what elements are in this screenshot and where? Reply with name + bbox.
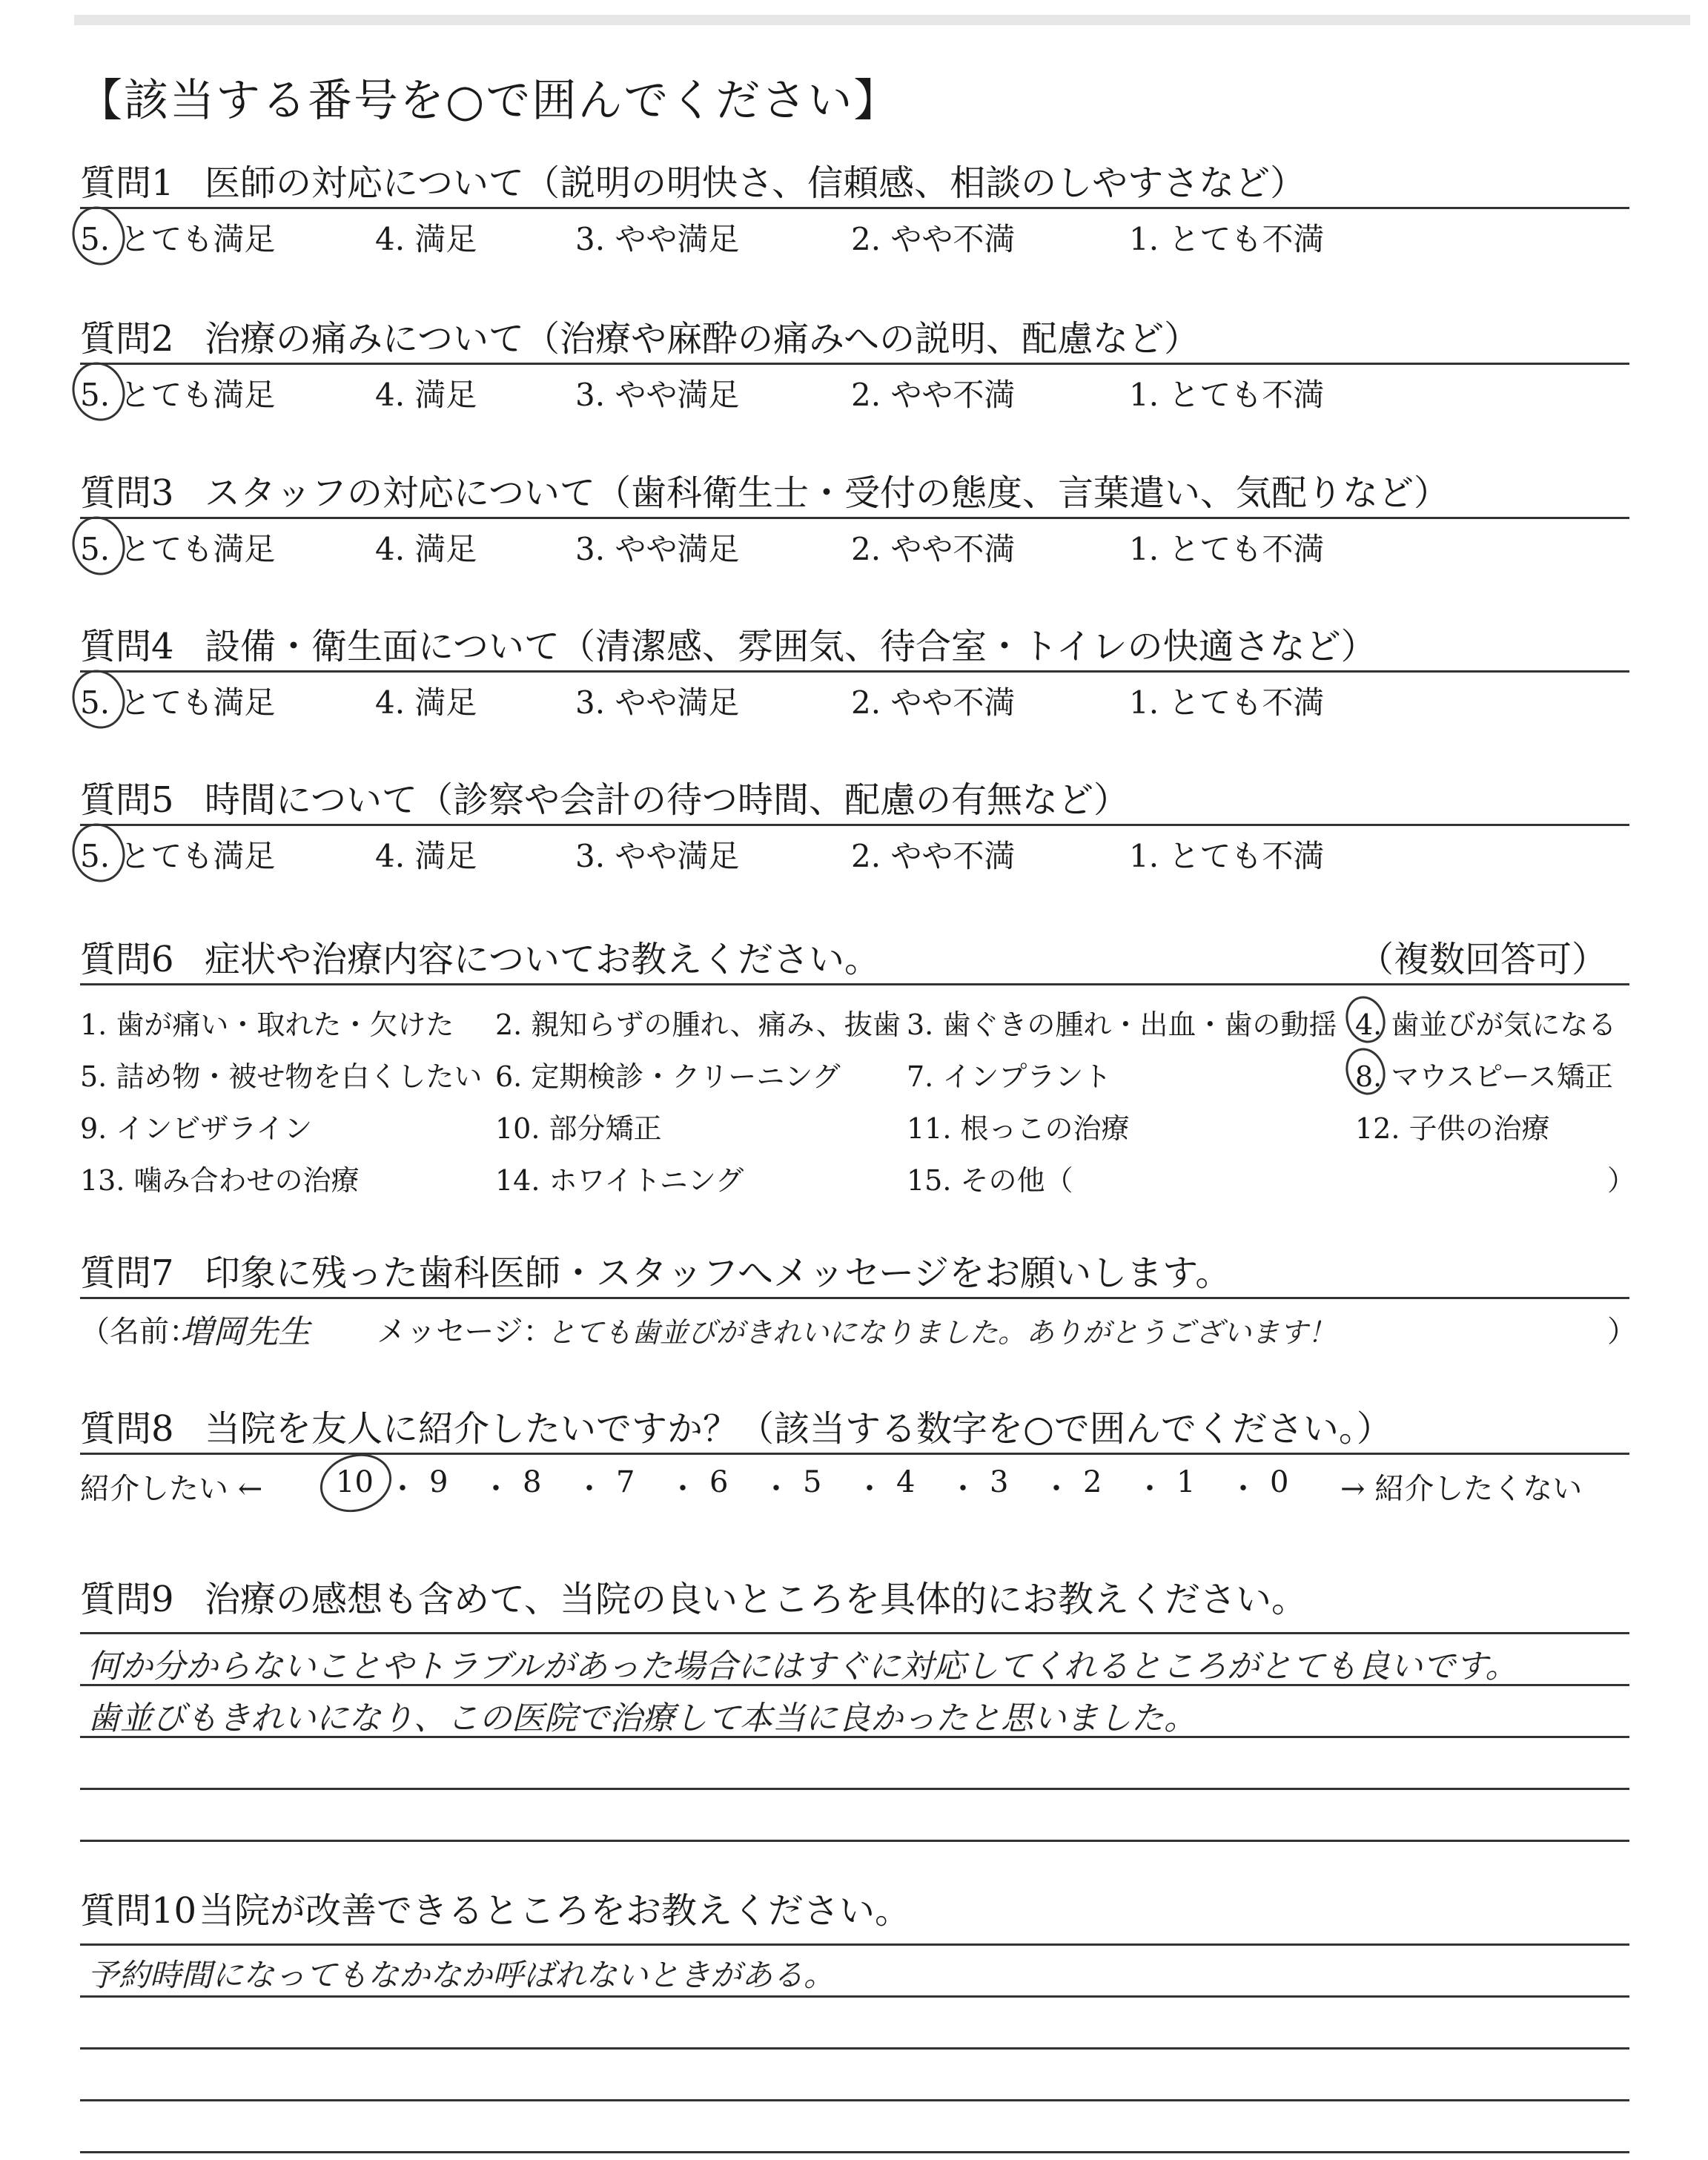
rating-option-3[interactable]: 3. やや満足 xyxy=(575,684,740,721)
question-number: 質問4 xyxy=(80,626,174,667)
symptom-option-6[interactable]: 6. 定期検診・クリーニング xyxy=(495,1060,841,1093)
symptom-option-13[interactable]: 13. 噛み合わせの治療 xyxy=(80,1164,360,1197)
rating-option-2[interactable]: 2. やや不満 xyxy=(851,221,1016,257)
rating-options xyxy=(80,826,1629,878)
rating-option-5[interactable]: 5. とても満足 xyxy=(80,221,276,257)
question-7 xyxy=(80,1249,1637,1358)
name-value[interactable]: 増岡先生 xyxy=(180,1313,311,1351)
message-value[interactable]: とても歯並びがきれいになりました。ありがとうございます！ xyxy=(547,1316,1337,1349)
symptom-option-12[interactable]: 12. 子供の治療 xyxy=(1355,1112,1550,1145)
message-line xyxy=(80,1299,1637,1358)
rule-line xyxy=(80,1995,1629,1998)
question-text: 医師の対応について（説明の明快さ、信頼感、相談のしやすさなど） xyxy=(205,162,1306,204)
selection-circle xyxy=(64,355,132,428)
rating-option-3[interactable]: 3. やや満足 xyxy=(575,377,740,413)
symptom-option-9[interactable]: 9. インビザライン xyxy=(80,1112,313,1145)
scale-value-10[interactable]: 10 xyxy=(336,1465,374,1499)
question-text: 印象に残った歯科医師・スタッフへメッセージをお願いします。 xyxy=(205,1252,1231,1294)
symptom-option-2[interactable]: 2. 親知らずの腫れ、痛み、抜歯 xyxy=(495,1008,901,1041)
question-number: 質問9 xyxy=(80,1579,174,1620)
rating-option-5[interactable]: 5. とても満足 xyxy=(80,684,276,721)
rule-line xyxy=(80,2047,1629,2050)
selection-circle xyxy=(64,199,132,272)
multiple-answer-note: （複数回答可） xyxy=(1357,939,1607,980)
question-text: スタッフの対応について（歯科衛生士・受付の態度、言葉遣い、気配りなど） xyxy=(205,472,1450,514)
rating-options xyxy=(80,519,1629,571)
scale-separator: ・ xyxy=(948,1472,978,1506)
question-text: 時間について（診察や会計の待つ時間、配慮の有無など） xyxy=(205,779,1130,821)
scale-value-1[interactable]: 1 xyxy=(1176,1465,1196,1499)
rating-option-1[interactable]: 1. とても不満 xyxy=(1129,684,1325,721)
question-5 xyxy=(80,776,1629,878)
message-close: ） xyxy=(1607,1315,1637,1349)
rating-option-4[interactable]: 4. 満足 xyxy=(375,531,477,567)
question-text: 治療の感想も含めて、当院の良いところを具体的にお教えください。 xyxy=(205,1579,1308,1620)
question-1-title xyxy=(80,159,1629,207)
question-text: 当院が改善できるところをお教えください。 xyxy=(199,1890,911,1932)
rating-option-3[interactable]: 3. やや満足 xyxy=(575,221,740,257)
question-8 xyxy=(80,1405,1629,1514)
question-6 xyxy=(80,936,1636,1197)
question-4-title xyxy=(80,623,1629,670)
rating-option-4[interactable]: 4. 満足 xyxy=(375,221,477,257)
question-6-title xyxy=(80,936,1629,983)
rating-option-5[interactable]: 5. とても満足 xyxy=(80,377,276,413)
selection-circle xyxy=(64,816,132,889)
recommend-scale xyxy=(80,1455,1629,1514)
symptom-option-8[interactable]: 8. マウスピース矯正 xyxy=(1355,1060,1613,1093)
rating-option-2[interactable]: 2. やや不満 xyxy=(851,684,1016,721)
scale-separator: ・ xyxy=(855,1472,884,1506)
scale-value-0[interactable]: 0 xyxy=(1270,1465,1289,1499)
question-3-title xyxy=(80,469,1629,517)
rule-line xyxy=(80,1632,1629,1634)
scale-value-3[interactable]: 3 xyxy=(990,1465,1009,1499)
question-number: 質問2 xyxy=(80,318,174,360)
question-number: 質問8 xyxy=(80,1408,174,1450)
symptom-option-3[interactable]: 3. 歯ぐきの腫れ・出血・歯の動揺 xyxy=(907,1008,1337,1041)
symptom-option-5[interactable]: 5. 詰め物・被せ物を白くしたい xyxy=(80,1060,483,1093)
rating-option-4[interactable]: 4. 満足 xyxy=(375,838,477,874)
question-9 xyxy=(80,1576,1629,1860)
question-3 xyxy=(80,469,1629,571)
rule-line xyxy=(80,2099,1629,2101)
question-10-title xyxy=(80,1887,1629,1935)
scale-separator: ・ xyxy=(388,1472,417,1506)
question-text: 症状や治療内容についてお教えください。 xyxy=(205,939,881,980)
scale-separator: ・ xyxy=(1135,1472,1165,1506)
question-1 xyxy=(80,159,1629,261)
message-label: メッセージ： xyxy=(377,1315,553,1349)
rule-line xyxy=(80,2151,1629,2153)
scale-separator: ・ xyxy=(575,1472,604,1506)
rating-option-2[interactable]: 2. やや不満 xyxy=(851,838,1016,874)
selection-circle xyxy=(64,509,132,582)
scale-value-4[interactable]: 4 xyxy=(896,1465,916,1499)
rating-option-3[interactable]: 3. やや満足 xyxy=(575,531,740,567)
name-label: （名前： xyxy=(80,1315,199,1349)
rating-options xyxy=(80,365,1629,417)
selection-circle xyxy=(64,663,132,736)
scale-left-label: 紹介したい ← xyxy=(80,1472,263,1506)
scale-value-9[interactable]: 9 xyxy=(429,1465,448,1499)
question-5-title xyxy=(80,776,1629,824)
rule-line xyxy=(80,1840,1629,1842)
rating-option-1[interactable]: 1. とても不満 xyxy=(1129,221,1325,257)
question-text: 当院を友人に紹介したいですか？（該当する数字を○で囲んでください。） xyxy=(205,1408,1392,1450)
scale-value-2[interactable]: 2 xyxy=(1083,1465,1102,1499)
rating-option-5[interactable]: 5. とても満足 xyxy=(80,531,276,567)
symptom-option-10[interactable]: 10. 部分矯正 xyxy=(495,1112,662,1145)
rating-option-1[interactable]: 1. とても不満 xyxy=(1129,377,1325,413)
scale-value-7[interactable]: 7 xyxy=(616,1465,635,1499)
symptom-options xyxy=(80,985,1636,1197)
answer-line-1: 予約時間になってもなかなか呼ばれないときがある。 xyxy=(87,1957,835,1993)
symptom-option-1[interactable]: 1. 歯が痛い・取れた・欠けた xyxy=(80,1008,454,1041)
question-number: 質問7 xyxy=(80,1252,174,1294)
rating-option-2[interactable]: 2. やや不満 xyxy=(851,531,1016,567)
rating-option-5[interactable]: 5. とても満足 xyxy=(80,838,276,874)
rating-option-1[interactable]: 1. とても不満 xyxy=(1129,531,1325,567)
selection-circle xyxy=(313,1445,400,1522)
question-text: 治療の痛みについて（治療や麻酔の痛みへの説明、配慮など） xyxy=(205,318,1200,360)
answer-area[interactable] xyxy=(80,1623,1629,1860)
rating-option-1[interactable]: 1. とても不満 xyxy=(1129,838,1325,874)
symptom-option-7[interactable]: 7. インプラント xyxy=(907,1060,1112,1093)
rule-line xyxy=(80,1788,1629,1790)
answer-area[interactable] xyxy=(80,1935,1629,2157)
question-7-title xyxy=(80,1249,1629,1297)
question-2 xyxy=(80,315,1629,417)
question-number: 質問5 xyxy=(80,779,174,821)
question-number: 質問6 xyxy=(80,939,174,980)
scale-value-6[interactable]: 6 xyxy=(709,1465,729,1499)
rating-option-4[interactable]: 4. 満足 xyxy=(375,684,477,721)
other-close-paren: ） xyxy=(1607,1164,1636,1197)
rating-options xyxy=(80,209,1629,261)
scale-value-5[interactable]: 5 xyxy=(803,1465,822,1499)
scale-separator: ・ xyxy=(761,1472,791,1506)
symptom-option-11[interactable]: 11. 根っこの治療 xyxy=(907,1112,1130,1145)
scale-separator: ・ xyxy=(1228,1472,1258,1506)
question-number: 質問3 xyxy=(80,472,174,514)
answer-line-1: 何か分からないことやトラブルがあった場合にはすぐに対応してくれるところがとても良いです。 xyxy=(87,1648,1518,1685)
answer-line-2: 歯並びもきれいになり、この医院で治療して本当に良かったと思いました。 xyxy=(87,1700,1196,1737)
scale-separator: ・ xyxy=(1042,1472,1071,1506)
rating-option-4[interactable]: 4. 満足 xyxy=(375,377,477,413)
scale-separator: ・ xyxy=(668,1472,698,1506)
symptom-option-15[interactable]: 15. その他（ xyxy=(907,1164,1073,1197)
symptom-option-4[interactable]: 4. 歯並びが気になる xyxy=(1355,1008,1617,1041)
rule-line xyxy=(80,1943,1629,1946)
question-text: 設備・衛生面について（清潔感、雰囲気、待合室・トイレの快適さなど） xyxy=(205,626,1377,667)
scan-edge xyxy=(74,15,1690,25)
question-2-title xyxy=(80,315,1629,363)
scale-value-8[interactable]: 8 xyxy=(523,1465,542,1499)
question-number: 質問1 xyxy=(80,162,174,204)
rating-option-2[interactable]: 2. やや不満 xyxy=(851,377,1016,413)
question-number: 質問10 xyxy=(80,1890,197,1932)
question-10 xyxy=(80,1887,1629,2157)
question-9-title xyxy=(80,1576,1629,1623)
question-8-title xyxy=(80,1405,1629,1453)
scale-separator: ・ xyxy=(481,1472,511,1506)
form-header: 【該当する番号を○で囲んでください】 xyxy=(78,75,900,127)
symptom-option-14[interactable]: 14. ホワイトニング xyxy=(495,1164,744,1197)
rating-options xyxy=(80,673,1629,724)
question-4 xyxy=(80,623,1629,724)
scale-right-label: → 紹介したくない xyxy=(1340,1472,1583,1506)
rating-option-3[interactable]: 3. やや満足 xyxy=(575,838,740,874)
